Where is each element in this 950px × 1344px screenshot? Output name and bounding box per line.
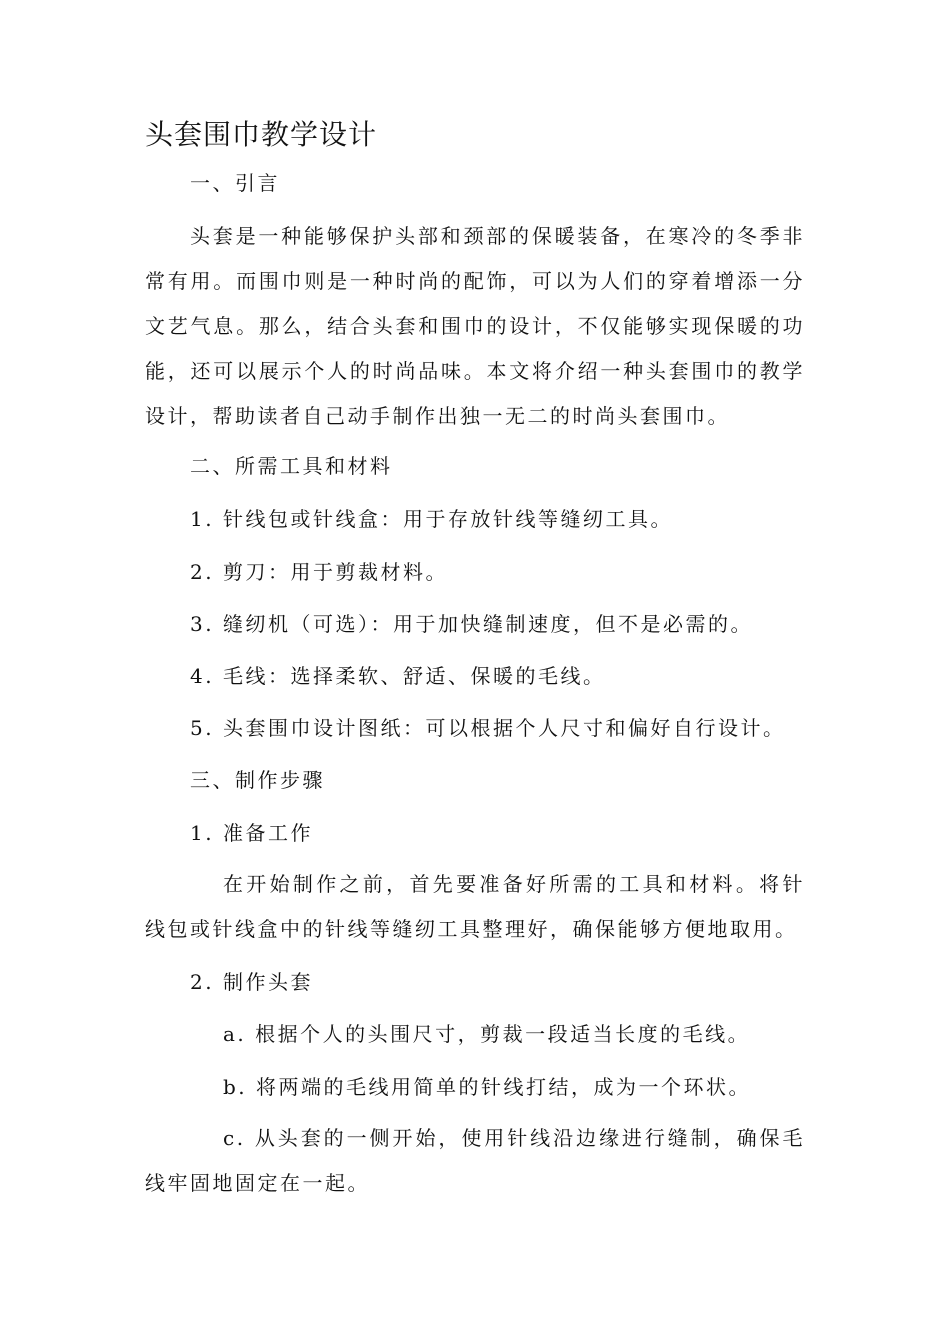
section-heading-intro: 一、引言 (190, 171, 280, 195)
tool-item: 4. 毛线：选择柔软、舒适、保暖的毛线。 (190, 664, 606, 688)
step2-item: b. 将两端的毛线用简单的针线打结，成为一个环状。 (223, 1075, 752, 1099)
section-heading-tools: 二、所需工具和材料 (190, 454, 393, 478)
intro-paragraph: 头套是一种能够保护头部和颈部的保暖装备，在寒冷的冬季非常有用。而围巾则是一种时尚的配饰，可以为人们的穿着增添一分文艺气息。那么，结合头套和围巾的设计，不仅能够实现保暖的功能，还可以展示个人的时尚品味。本文将介绍一种头套围巾的教学设计，帮助读者自己动手制作出独一无二的时尚头套围巾。 (145, 224, 805, 428)
step1-paragraph: 在开始制作之前，首先要准备好所需的工具和材料。将针线包或针线盒中的针线等缝纫工具整理好，确保能够方便地取用。 (145, 872, 805, 941)
step2-item-c: c. 从头套的一侧开始，使用针线沿边缘进行缝制，确保毛线牢固地固定在一起。 (145, 1126, 805, 1195)
tool-item: 3. 缝纫机（可选）：用于加快缝制速度，但不是必需的。 (190, 612, 753, 636)
step-heading: 1. 准备工作 (190, 821, 313, 845)
tool-item: 1. 针线包或针线盒：用于存放针线等缝纫工具。 (190, 507, 673, 531)
section-heading-steps: 三、制作步骤 (190, 768, 325, 792)
document-title: 头套围巾教学设计 (145, 118, 378, 151)
tool-item: 2. 剪刀：用于剪裁材料。 (190, 560, 448, 584)
step-heading: 2. 制作头套 (190, 970, 313, 994)
tool-item: 5. 头套围巾设计图纸：可以根据个人尺寸和偏好自行设计。 (190, 716, 786, 740)
step2-item: a. 根据个人的头围尺寸，剪裁一段适当长度的毛线。 (223, 1022, 751, 1046)
